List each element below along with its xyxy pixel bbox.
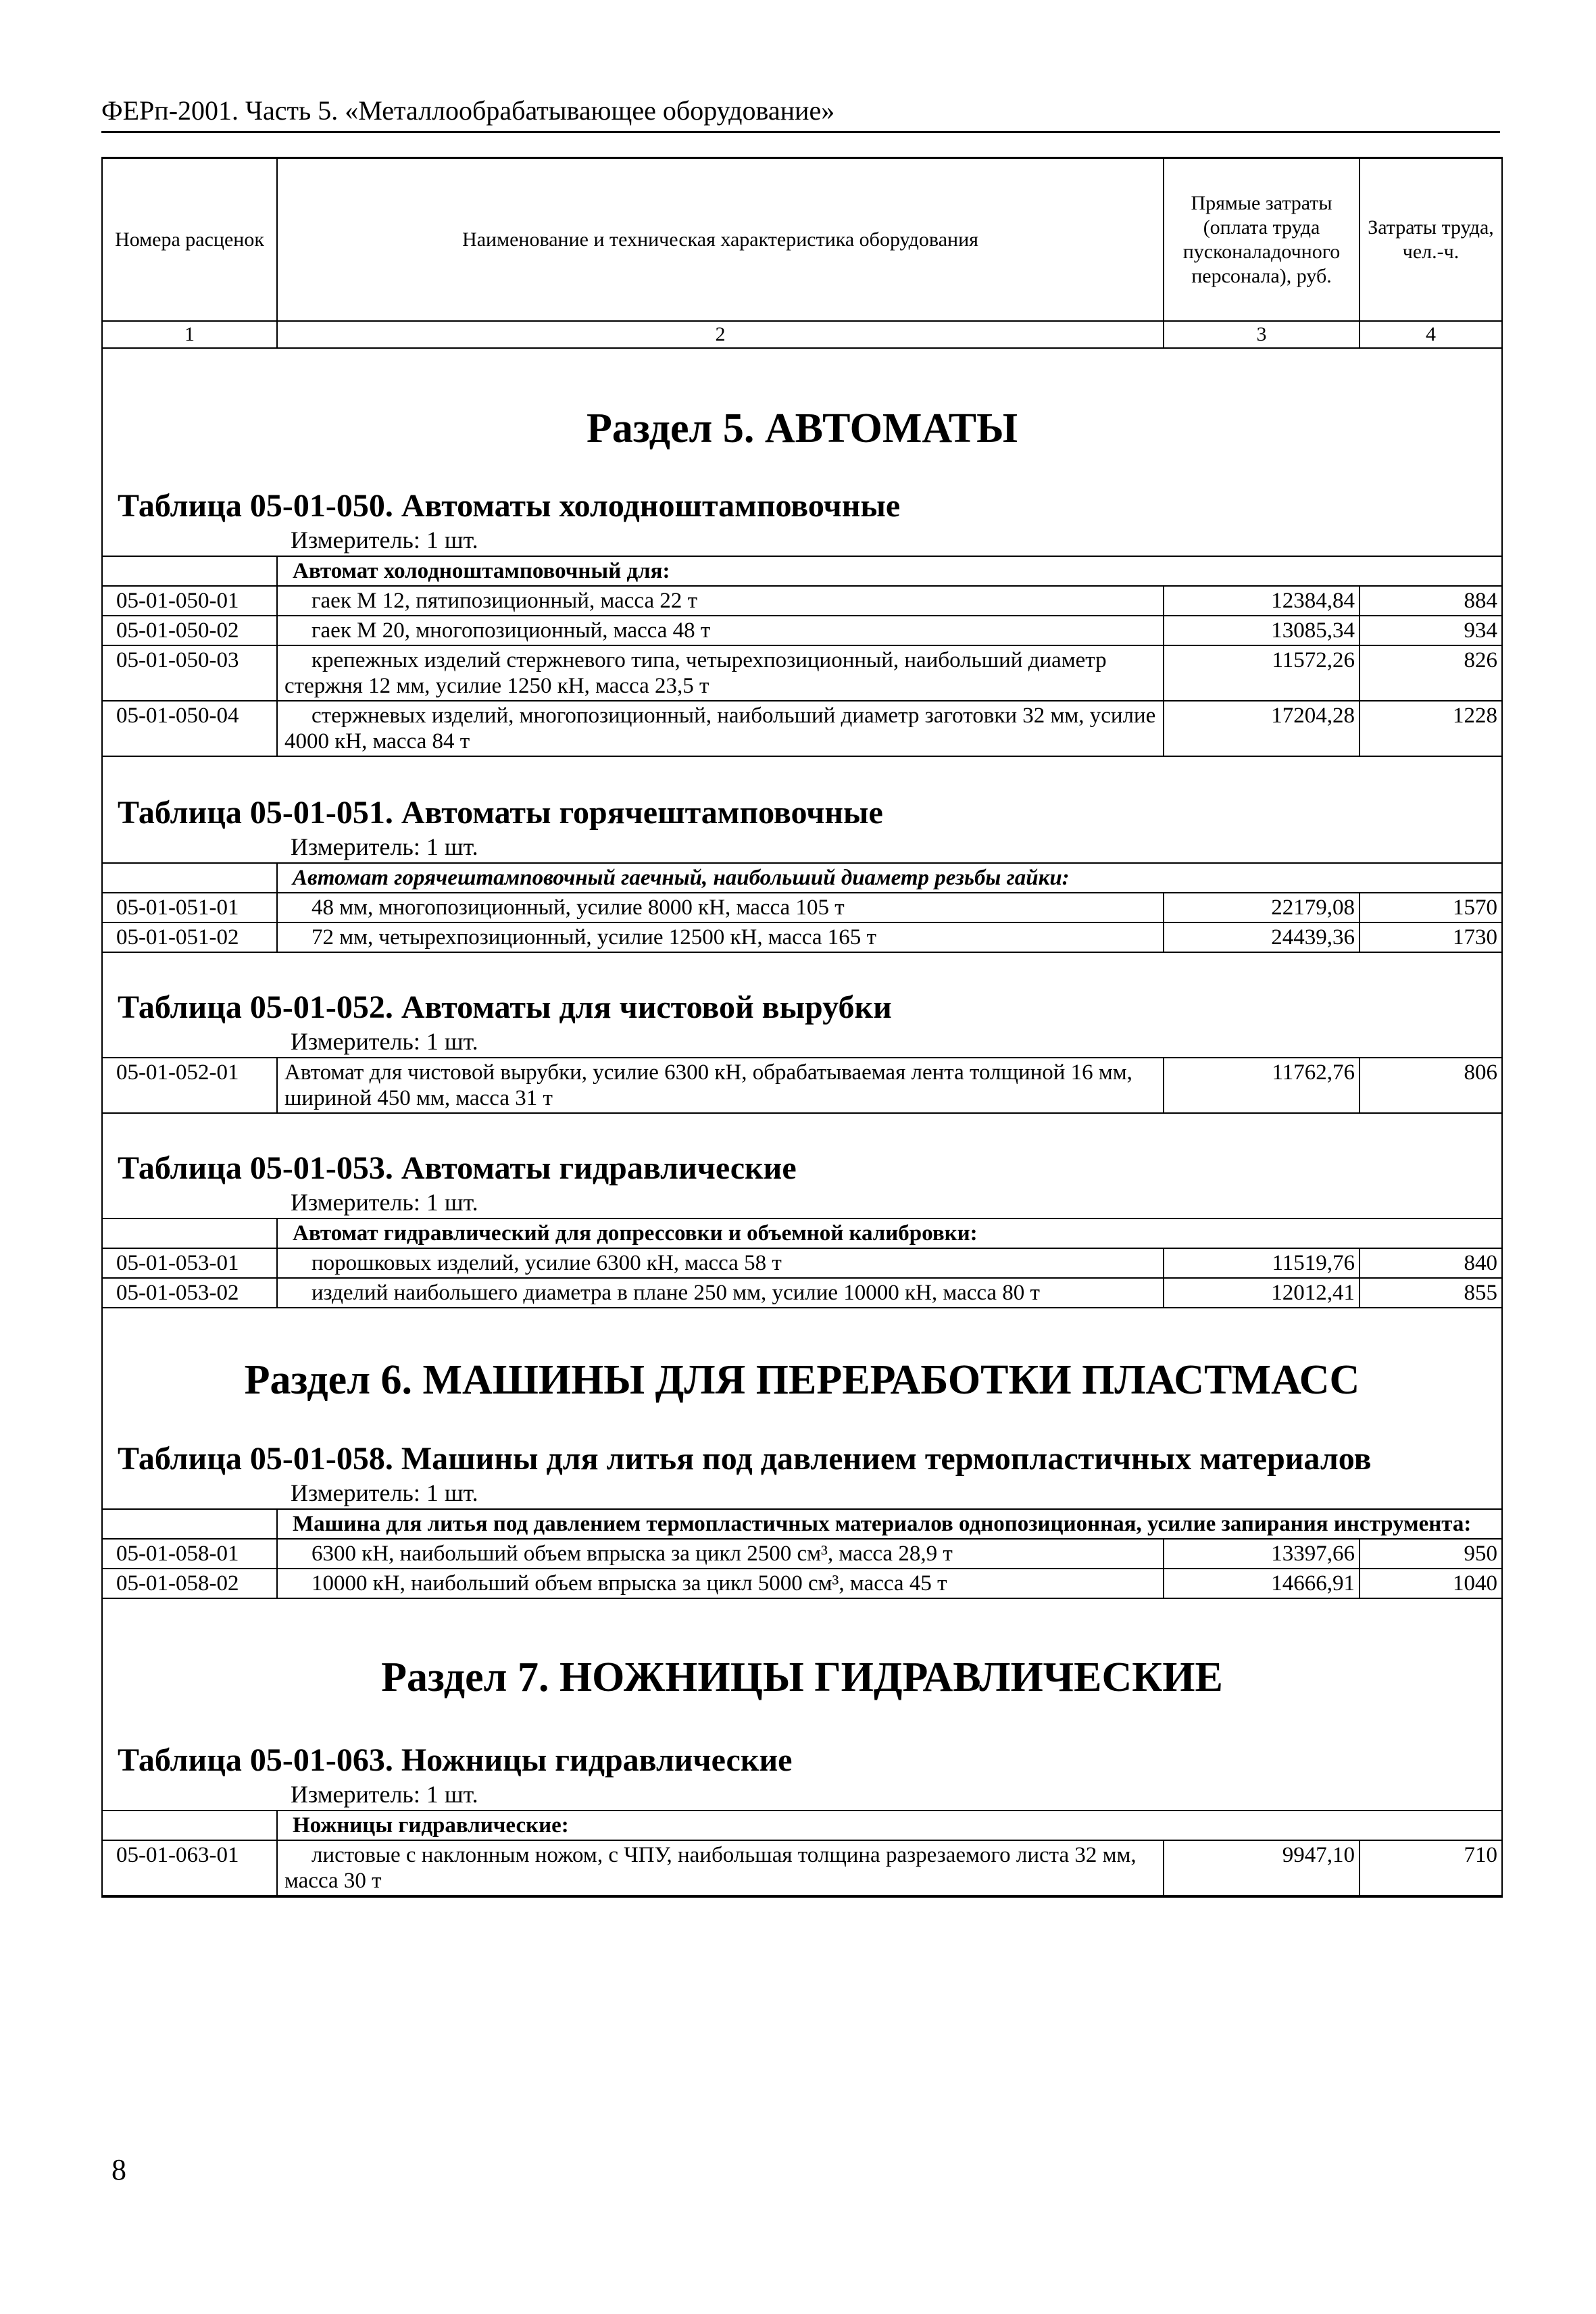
rate-code: 05-01-053-02 [103, 1278, 277, 1308]
rate-code: 05-01-053-01 [103, 1248, 277, 1278]
table-row [103, 645, 1501, 701]
price-table [103, 1508, 1501, 1599]
column-number: 4 [1360, 321, 1501, 348]
table-title: Таблица 05-01-058. Машины для литья под давлением термопластичных материалов [118, 1441, 1372, 1477]
equipment-description: Автомат для чистовой вырубки, усилие 6300 кН, обрабатываемая лента толщиной 16 мм, шириной 450 мм, масса 31 т [277, 1058, 1164, 1113]
direct-cost: 13085,34 [1164, 616, 1360, 645]
price-table [103, 1810, 1501, 1896]
column-number: 3 [1164, 321, 1360, 348]
equipment-description: порошковых изделий, усилие 6300 кН, масса 58 т [277, 1248, 1164, 1278]
table-row [103, 616, 1501, 645]
equipment-description: гаек М 20, многопозиционный, масса 48 т [277, 616, 1164, 645]
labor-cost: 934 [1360, 616, 1501, 645]
equipment-description: крепежных изделий стержневого типа, четырехпозиционный, наибольший диаметр стержня 12 мм, усилие 1250 кН, масса 23,5 т [277, 645, 1164, 701]
direct-cost: 11519,76 [1164, 1248, 1360, 1278]
rate-code: 05-01-058-01 [103, 1539, 277, 1569]
column-header-table [103, 157, 1501, 349]
page-number: 8 [111, 2153, 126, 2186]
table-row [103, 893, 1501, 922]
running-header: ФЕРп-2001. Часть 5. «Металлообрабатывающее оборудование» [101, 95, 1500, 133]
section-title: Раздел 5. АВТОМАТЫ [587, 405, 1018, 451]
measure-unit: Измеритель: 1 шт. [291, 1028, 478, 1055]
table-title: Таблица 05-01-063. Ножницы гидравлические [118, 1742, 793, 1778]
table-subheading: Ножницы гидравлические: [277, 1811, 1501, 1840]
rate-code: 05-01-051-01 [103, 893, 277, 922]
table-cell-empty [103, 1811, 277, 1840]
direct-cost: 11572,26 [1164, 645, 1360, 701]
column-number: 1 [103, 321, 277, 348]
section-title: Раздел 6. МАШИНЫ ДЛЯ ПЕРЕРАБОТКИ ПЛАСТМАСС [244, 1357, 1360, 1403]
table-subheading: Автомат холодноштамповочный для: [277, 556, 1501, 586]
equipment-description: 10000 кН, наибольший объем впрыска за цикл 5000 см³, масса 45 т [277, 1569, 1164, 1598]
table-row [103, 1248, 1501, 1278]
column-header-direct-costs: Прямые затраты (оплата труда пусконаладочного персонала), руб. [1164, 158, 1360, 322]
table-title: Таблица 05-01-052. Автоматы для чистовой вырубки [118, 989, 892, 1025]
table-title: Таблица 05-01-050. Автоматы холодноштамповочные [118, 488, 901, 524]
rate-code: 05-01-063-01 [103, 1840, 277, 1896]
table-cell-empty [103, 863, 277, 893]
rate-code: 05-01-050-02 [103, 616, 277, 645]
column-header-labor: Затраты труда, чел.-ч. [1360, 158, 1501, 322]
equipment-description: гаек М 12, пятипозиционный, масса 22 т [277, 586, 1164, 616]
table-title: Таблица 05-01-051. Автоматы горячештамповочные [118, 795, 883, 831]
table-row [103, 1840, 1501, 1896]
labor-cost: 826 [1360, 645, 1501, 701]
column-number: 2 [277, 321, 1164, 348]
table-row [103, 586, 1501, 616]
labor-cost: 1570 [1360, 893, 1501, 922]
labor-cost: 884 [1360, 586, 1501, 616]
equipment-description: 48 мм, многопозиционный, усилие 8000 кН, масса 105 т [277, 893, 1164, 922]
labor-cost: 1040 [1360, 1569, 1501, 1598]
labor-cost: 806 [1360, 1058, 1501, 1113]
table-row [103, 1278, 1501, 1308]
direct-cost: 13397,66 [1164, 1539, 1360, 1569]
labor-cost: 1228 [1360, 701, 1501, 756]
labor-cost: 950 [1360, 1539, 1501, 1569]
column-header-name: Наименование и техническая характеристика оборудования [277, 158, 1164, 322]
direct-cost: 22179,08 [1164, 893, 1360, 922]
rate-code: 05-01-050-01 [103, 586, 277, 616]
direct-cost: 12012,41 [1164, 1278, 1360, 1308]
table-row [103, 922, 1501, 952]
table-title: Таблица 05-01-053. Автоматы гидравлические [118, 1150, 797, 1186]
table-row [103, 1539, 1501, 1569]
measure-unit: Измеритель: 1 шт. [291, 1479, 478, 1506]
equipment-description: 72 мм, четырехпозиционный, усилие 12500 кН, масса 165 т [277, 922, 1164, 952]
rate-code: 05-01-058-02 [103, 1569, 277, 1598]
direct-cost: 24439,36 [1164, 922, 1360, 952]
measure-unit: Измеритель: 1 шт. [291, 1781, 478, 1808]
equipment-description: 6300 кН, наибольший объем впрыска за цикл 2500 см³, масса 28,9 т [277, 1539, 1164, 1569]
labor-cost: 710 [1360, 1840, 1501, 1896]
table-subheading: Машина для литья под давлением термопластичных материалов однопозиционная, усилие запирания инструмента: [277, 1509, 1501, 1539]
rate-code: 05-01-050-03 [103, 645, 277, 701]
labor-cost: 1730 [1360, 922, 1501, 952]
equipment-description: листовые с наклонным ножом, с ЧПУ, наибольшая толщина разрезаемого листа 32 мм, масса 30 т [277, 1840, 1164, 1896]
price-table [103, 1218, 1501, 1308]
equipment-description: стержневых изделий, многопозиционный, наибольший диаметр заготовки 32 мм, усилие 4000 кН, масса 84 т [277, 701, 1164, 756]
table-cell-empty [103, 1218, 277, 1248]
direct-cost: 9947,10 [1164, 1840, 1360, 1896]
rate-code: 05-01-050-04 [103, 701, 277, 756]
direct-cost: 12384,84 [1164, 586, 1360, 616]
labor-cost: 855 [1360, 1278, 1501, 1308]
table-row [103, 1058, 1501, 1113]
price-table [103, 556, 1501, 757]
table-subheading: Автомат гидравлический для допрессовки и объемной калибровки: [277, 1218, 1501, 1248]
table-cell-empty [103, 556, 277, 586]
page-frame [101, 157, 1503, 1898]
labor-cost: 840 [1360, 1248, 1501, 1278]
measure-unit: Измеритель: 1 шт. [291, 1189, 478, 1216]
rate-code: 05-01-051-02 [103, 922, 277, 952]
measure-unit: Измеритель: 1 шт. [291, 833, 478, 860]
measure-unit: Измеритель: 1 шт. [291, 526, 478, 553]
column-header-codes: Номера расценок [103, 158, 277, 322]
rate-code: 05-01-052-01 [103, 1058, 277, 1113]
table-subheading: Автомат горячештамповочный гаечный, наибольший диаметр резьбы гайки: [277, 863, 1501, 893]
section-title: Раздел 7. НОЖНИЦЫ ГИДРАВЛИЧЕСКИЕ [381, 1654, 1223, 1700]
price-table [103, 1057, 1501, 1114]
equipment-description: изделий наибольшего диаметра в плане 250 мм, усилие 10000 кН, масса 80 т [277, 1278, 1164, 1308]
direct-cost: 17204,28 [1164, 701, 1360, 756]
table-row [103, 1569, 1501, 1598]
direct-cost: 14666,91 [1164, 1569, 1360, 1598]
table-row [103, 701, 1501, 756]
table-cell-empty [103, 1509, 277, 1539]
price-table [103, 862, 1501, 953]
direct-cost: 11762,76 [1164, 1058, 1360, 1113]
